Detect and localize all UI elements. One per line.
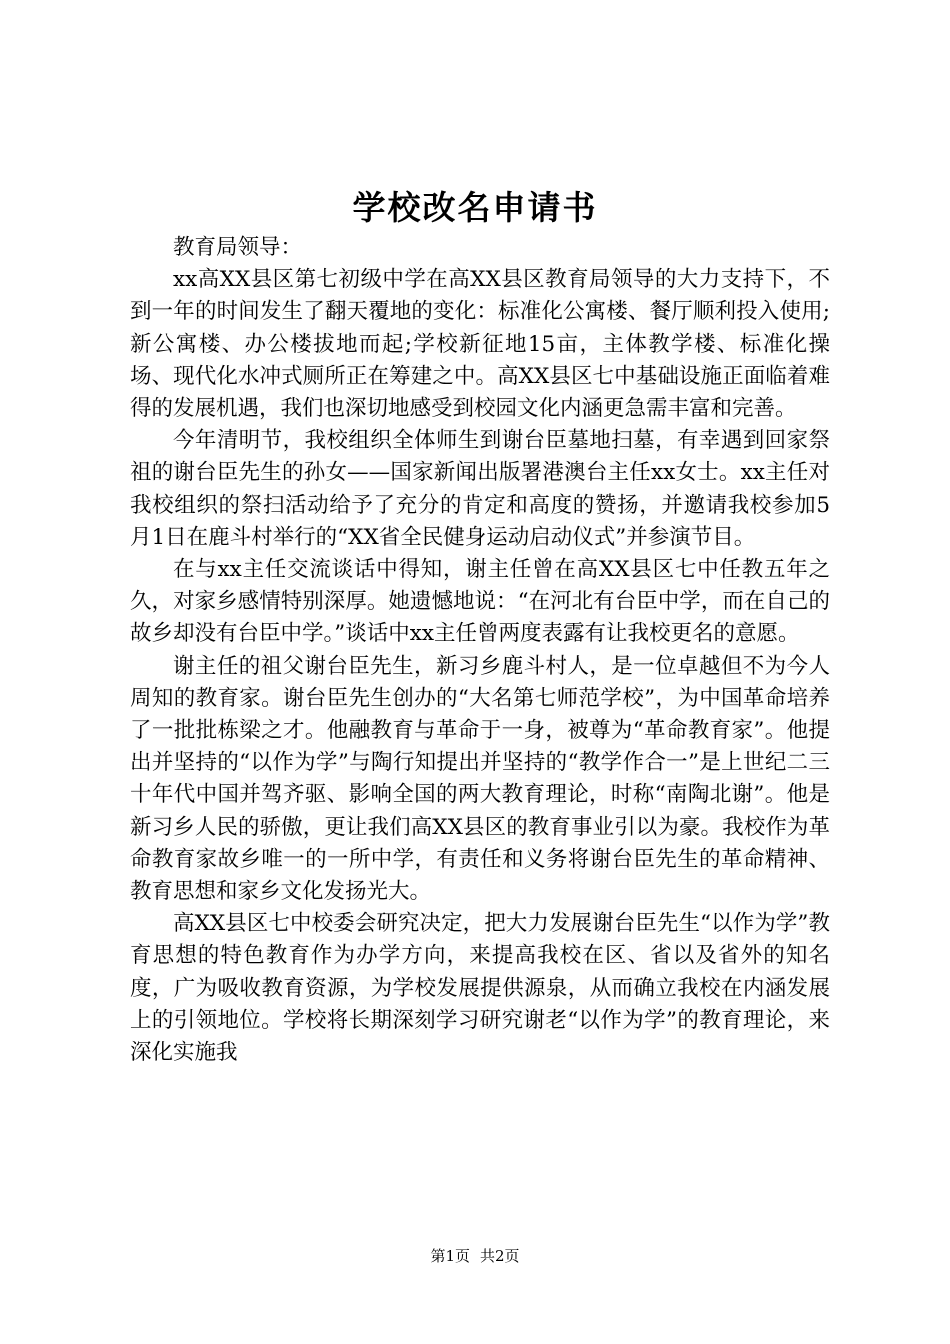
paragraph-2: 今年清明节，我校组织全体师生到谢台臣墓地扫墓，有幸遇到回家祭祖的谢台臣先生的孙女——国家新闻出版署港澳台主任xx女士。xx主任对我校组织的祭扫活动给予了充分的肯定和高度的赞扬，并邀请我校参加5月1日在鹿斗村举行的“XX省全民健身运动启动仪式”并参演节目。 — [130, 428, 830, 550]
paragraph-4: 谢主任的祖父谢台臣先生，新习乡鹿斗村人，是一位卓越但不为今人周知的教育家。谢台臣先生创办的“大名第七师范学校”，为中国革命培养了一批批栋梁之才。他融教育与革命于一身，被尊为“革命教育家”。他提出并坚持的“以作为学”与陶行知提出并坚持的“教学作合一”是上世纪二三十年代中国并驾齐驱、影响全国的两大教育理论，时称“南陶北谢”。他是新习乡人民的骄傲，更让我们高XX县区的教育事业引以为豪。我校作为革命教育家故乡唯一的一所中学，有责任和义务将谢台臣先生的革命精神、教育思想和家乡文化发扬光大。 — [130, 653, 830, 905]
paragraph-1: xx高XX县区第七初级中学在高XX县区教育局领导的大力支持下，不到一年的时间发生了翻天覆地的变化：标准化公寓楼、餐厅顺利投入使用;新公寓楼、办公楼拔地而起;学校新征地15亩，主体教学楼、标准化操场、现代化水冲式厕所正在筹建之中。高XX县区七中基础设施正面临着难得的发展机遇，我们也深切地感受到校园文化内涵更急需丰富和完善。 — [130, 267, 830, 422]
paragraph-5: 高XX县区七中校委会研究决定，把大力发展谢台臣先生“以作为学”教育思想的特色教育作为办学方向，来提高我校在区、省以及省外的知名度，广为吸收教育资源，为学校发展提供源泉，从而确立我校在内涵发展上的引领地位。学校将长期深刻学习研究谢老“以作为学”的教育理论，来深化实施我 — [130, 911, 830, 1066]
page-footer — [0, 1244, 950, 1268]
salutation: 教育局领导： — [173, 235, 303, 260]
document-title: 学校改名申请书 — [352, 188, 598, 227]
page-total: 共2页 — [480, 1247, 520, 1265]
paragraph-3: 在与xx主任交流谈话中得知，谢主任曾在高XX县区七中任教五年之久，对家乡感情特别深厚。她遗憾地说：“在河北有台臣中学，而在自己的故乡却没有台臣中学。”谈话中xx主任曾两度表露有让我校更名的意愿。 — [130, 557, 830, 647]
page-number: 第1页 — [430, 1247, 470, 1265]
document-body — [130, 232, 830, 1069]
